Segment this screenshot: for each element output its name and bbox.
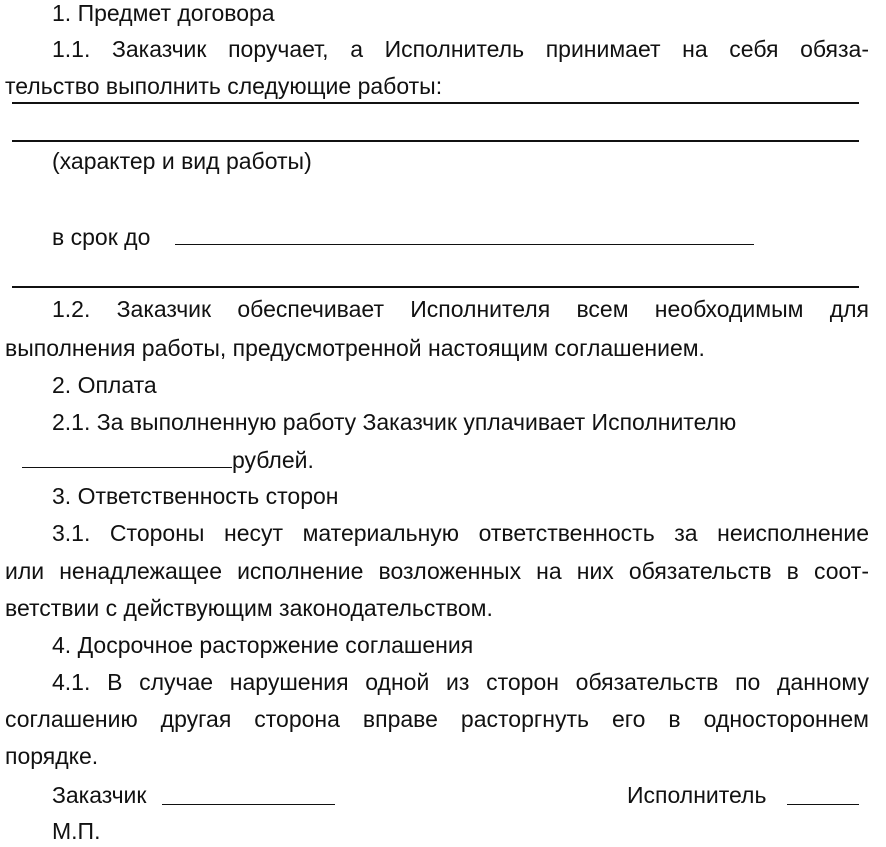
payment-amount-blank xyxy=(22,467,232,468)
contractor-signature-blank xyxy=(787,804,859,805)
work-description-line-1 xyxy=(12,102,859,104)
contractor-signature-label: Исполнитель xyxy=(627,782,767,808)
clause-4-1-line-2: соглашению другая сторона вправе расторгнуть его в одностороннем xyxy=(5,706,869,732)
work-description-line-2 xyxy=(12,140,859,142)
clause-2-1-line-1: 2.1. За выполненную работу Заказчик уплачивает Исполнителю xyxy=(52,409,737,435)
section-1-title: 1. Предмет договора xyxy=(52,0,275,26)
section-4-title: 4. Досрочное расторжение соглашения xyxy=(52,632,474,658)
clause-4-1-line-1: 4.1. В случае нарушения одной из сторон обязательств по данному xyxy=(52,669,869,695)
clause-3-1-line-2: или ненадлежащее исполнение возложенных на них обязательств в соот- xyxy=(5,558,869,584)
clause-3-1-line-1: 3.1. Стороны несут материальную ответственность за неисполнение xyxy=(52,520,869,546)
work-caption: (характер и вид работы) xyxy=(52,148,312,174)
stamp-label: М.П. xyxy=(52,818,101,844)
clause-4-1-line-3: порядке. xyxy=(5,743,99,769)
deadline-blank xyxy=(175,244,754,245)
clause-1-1-line-1: 1.1. Заказчик поручает, а Исполнитель принимает на себя обяза- xyxy=(52,36,869,62)
section-2-title: 2. Оплата xyxy=(52,372,157,398)
customer-signature-label: Заказчик xyxy=(52,782,147,808)
clause-1-2-line-1: 1.2. Заказчик обеспечивает Исполнителя всем необходимым для xyxy=(52,296,869,322)
clause-1-1-line-2: тельство выполнить следующие работы: xyxy=(5,73,443,99)
clause-3-1-line-3: ветствии с действующим законодательством. xyxy=(5,595,493,621)
deadline-extra-line xyxy=(12,286,859,288)
deadline-label: в срок до xyxy=(52,224,151,250)
section-3-title: 3. Ответственность сторон xyxy=(52,483,339,509)
customer-signature-blank xyxy=(162,804,335,805)
payment-currency: рублей. xyxy=(232,447,314,473)
clause-1-2-line-2: выполнения работы, предусмотренной настоящим соглашением. xyxy=(5,335,705,361)
